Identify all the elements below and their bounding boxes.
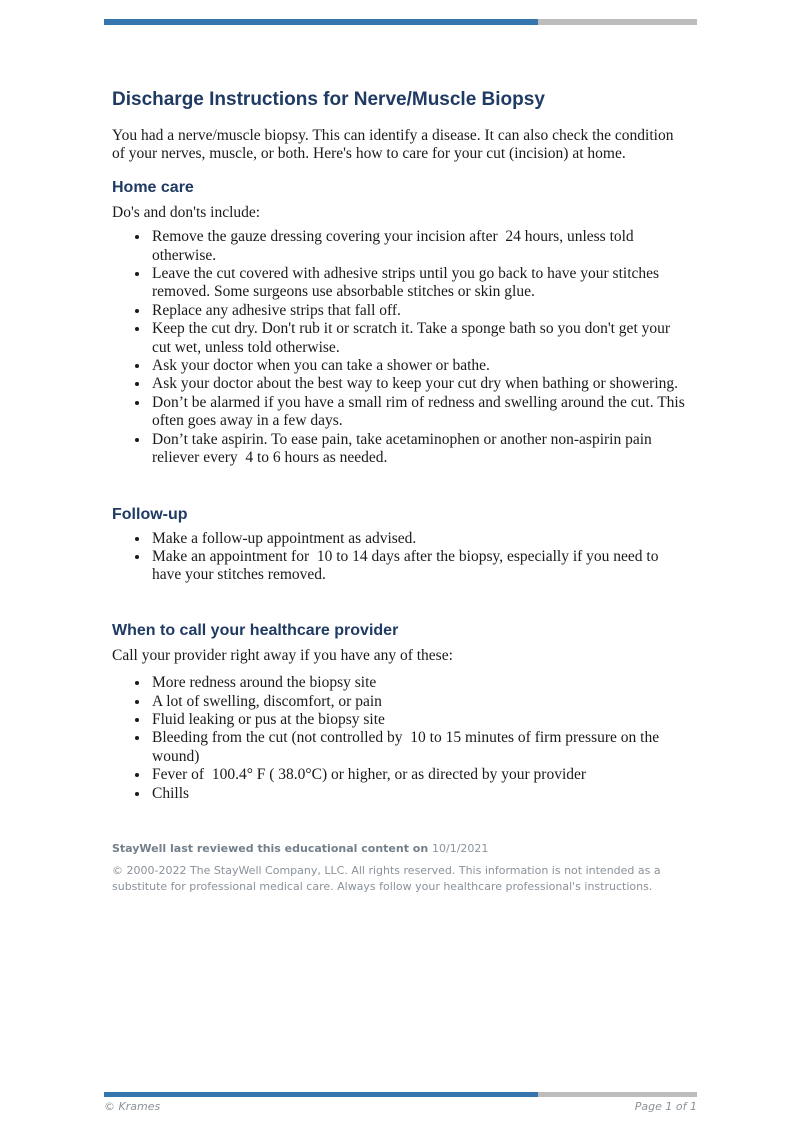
top-rule [104,19,697,25]
list-item: • Ask your doctor about the best way to keep your cut dry when bathing or showering. [150,375,688,393]
list-item: • Remove the gauze dressing covering your incision after 24 hours, unless told otherwise. [150,228,688,265]
bullet-list [112,228,688,467]
section-home-care [112,178,688,468]
list-item: • Fluid leaking or pus at the biopsy site [150,711,688,729]
reviewed-line [112,841,688,857]
reviewed-date: 10/1/2021 [432,841,489,855]
footer-page-number: Page 1 of 1 [634,1100,697,1113]
section-heading: Home care [112,178,194,196]
reviewed-label: StayWell last reviewed this educational content on [112,841,432,855]
page-title: Discharge Instructions for Nerve/Muscle Biopsy [112,89,545,110]
list-item: • Make a follow-up appointment as advised. [150,530,688,548]
review-block [112,841,688,895]
list-item: • A lot of swelling, discomfort, or pain [150,693,688,711]
list-item: • Don’t be alarmed if you have a small rim of redness and swelling around the cut. This often goes away in a few days. [150,394,688,431]
section-follow-up [112,505,688,585]
intro-paragraph: You had a nerve/muscle biopsy. This can identify a disease. It can also check the condition of your nerves, muscle, or both. Here's how to care for your cut (incision) at home. [112,127,678,163]
list-item: • Leave the cut covered with adhesive strips until you go back to have your stitches removed. Some surgeons use absorbable stitches or skin glue. [150,265,688,302]
list-item: • Replace any adhesive strips that fall off. [150,302,688,320]
list-item: • Bleeding from the cut (not controlled by 10 to 15 minutes of firm pressure on the wound) [150,729,688,766]
section-heading: When to call your healthcare provider [112,621,399,639]
bottom-rule-blue-segment [104,1092,538,1097]
copyright-text: © 2000-2022 The StayWell Company, LLC. All rights reserved. This information is not intended as a substitute for professional medical care. Always follow your healthcare professional's instructions. [112,863,661,893]
list-item: • Ask your doctor when you can take a shower or bathe. [150,357,688,375]
top-rule-blue-segment [104,19,538,25]
page-footer [104,1100,697,1113]
bullet-list [112,674,688,803]
footer-publisher: © Krames [104,1100,161,1113]
list-item: • Keep the cut dry. Don't rub it or scratch it. Take a sponge bath so you don't get your cut wet, unless told otherwise. [150,320,688,357]
list-item: • Don’t take aspirin. To ease pain, take acetaminophen or another non-aspirin pain reliever every 4 to 6 hours as needed. [150,431,688,468]
bullet-list [112,530,688,585]
list-item: • Make an appointment for 10 to 14 days after the biopsy, especially if you need to have your stitches removed. [150,548,688,585]
document-body [112,88,688,895]
section-lead: Do's and don'ts include: [112,203,261,221]
section-heading: Follow-up [112,505,188,523]
list-item: • Chills [150,785,688,803]
bottom-rule [104,1092,697,1097]
list-item: • Fever of 100.4° F ( 38.0°C) or higher, or as directed by your provider [150,766,688,784]
top-rule-gray-segment [538,19,697,25]
list-item: • More redness around the biopsy site [150,674,688,692]
section-lead: Call your provider right away if you have any of these: [112,646,453,664]
bottom-rule-gray-segment [538,1092,697,1097]
section-when-to-call [112,621,688,803]
